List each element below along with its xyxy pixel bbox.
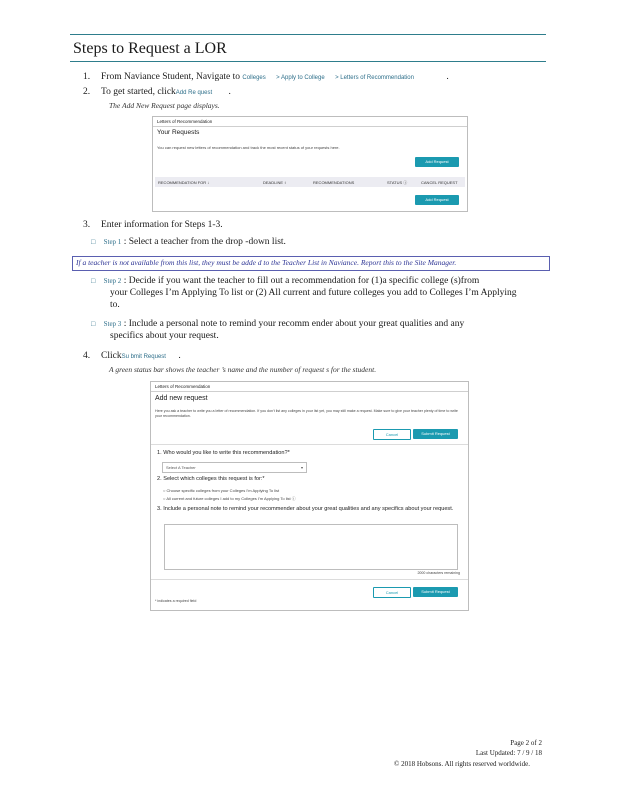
teacher-select-value: Select A Teacher	[166, 465, 196, 470]
step3-bullet1	[91, 236, 286, 248]
step1-end: .	[446, 72, 449, 82]
shot1-header: Letters of Recommendation	[153, 117, 467, 127]
step3-bullet3	[91, 318, 547, 342]
add-request-button[interactable]: Add Request	[415, 157, 459, 167]
option-specific-colleges-label: Choose specific colleges from your Colleges I'm Applying To list	[166, 488, 280, 493]
col-deadline[interactable]: DEADLINE ↕	[263, 180, 287, 185]
cancel-button-bottom[interactable]: Cancel	[373, 587, 411, 598]
your-requests-screenshot	[152, 116, 468, 212]
add-request-button-bottom[interactable]: Add Request	[415, 195, 459, 205]
col-status: STATUS ⓘ	[387, 180, 408, 185]
submit-request-button-bottom[interactable]: Submit Request	[413, 587, 458, 597]
page-number: Page 2 of 2	[510, 739, 542, 747]
bullet-square-icon: □	[91, 238, 96, 246]
step4-number: 4.	[83, 351, 91, 361]
step2-bullet-text-3: to.	[110, 300, 120, 310]
step2-number: 2.	[83, 87, 91, 97]
chars-remaining: 2000 characters remaining	[417, 571, 460, 575]
requests-table-header	[155, 177, 465, 187]
add-request-link[interactable]: Add Re quest	[175, 90, 213, 96]
cancel-button-top[interactable]: Cancel	[373, 429, 411, 440]
shot2-heading: Add new request	[155, 395, 208, 402]
step4-text	[101, 350, 181, 363]
step3-bullet-text-2: specifics about your request.	[110, 331, 219, 341]
step1-label: Step 1	[103, 238, 122, 246]
title-rule	[70, 61, 546, 62]
step2-caption: The Add New Request page displays.	[109, 101, 220, 110]
step3-number: 3.	[83, 220, 91, 230]
nav-colleges-link[interactable]: Colleges	[242, 75, 266, 81]
nav-letters-link[interactable]: > Letters of Recommendation	[335, 75, 414, 81]
teacher-availability-note	[72, 256, 550, 271]
step2-text	[101, 86, 231, 99]
question-3: 3. Include a personal note to remind your recommender about your great qualities and any specifics about your request.	[157, 506, 454, 512]
col-recommendation-for[interactable]: RECOMMENDATION FOR ↓	[158, 180, 210, 185]
step4-caption: A green status bar shows the teacher ’s name and the number of request s for the student.	[109, 365, 377, 374]
step2-bullet-text-2: your Colleges I’m Applying To list or (2) All current and future colleges you add to Colleges I’m Applying	[110, 288, 517, 298]
teacher-select[interactable]	[162, 462, 307, 473]
col-cancel-request: CANCEL REQUEST	[421, 180, 458, 185]
step4-text-body: Click	[101, 351, 122, 361]
shot2-description: Here you ask a teacher to write you a letter of recommendation. If you don't list any colleges in your list yet, you may still make a request. Make sure to give your teacher plenty of time to write your recommendation.	[155, 409, 458, 418]
step2-end: .	[228, 87, 231, 97]
step3-text: Enter information for Steps 1-3.	[101, 220, 223, 230]
chevron-down-icon: ▾	[300, 465, 303, 470]
last-updated: Last Updated: 7 / 9 / 18	[475, 749, 542, 757]
add-new-request-screenshot	[150, 381, 469, 611]
radio-icon[interactable]: ○	[163, 496, 166, 501]
step3-label: Step 3	[103, 320, 122, 328]
col-recommendations: RECOMMENDATIONS	[313, 180, 355, 185]
required-field-note: * indicates a required field	[155, 599, 197, 603]
radio-icon[interactable]: ○	[163, 488, 166, 493]
shot1-description: You can request new letters of recommendation and track the most recent status of your requests here.	[157, 145, 340, 150]
section-divider-bottom	[151, 579, 468, 580]
submit-request-button-top[interactable]: Submit Request	[413, 429, 458, 439]
step1-number: 1.	[83, 72, 91, 82]
top-rule	[70, 34, 546, 35]
step2-label: Step 2	[103, 277, 122, 285]
bullet-square-icon: □	[91, 320, 96, 328]
copyright: © 2018 Hobsons. All rights reserved worldwide.	[394, 760, 530, 768]
step1-text-body: From Naviance Student, Navigate to	[101, 72, 241, 82]
step1-bullet-text: : Select a teacher from the drop -down list.	[123, 237, 286, 247]
shot1-heading: Your Requests	[157, 129, 200, 136]
nav-apply-link[interactable]: > Apply to College	[276, 75, 325, 81]
option-all-colleges[interactable]	[163, 496, 296, 502]
note-text: If a teacher is not available from this list, they must be adde d to the Teacher List in Naviance. Report this to the Site Manager.	[76, 258, 457, 267]
option-all-colleges-label: All current and future colleges I add to my Colleges I'm Applying To list ⓘ	[166, 496, 296, 501]
question-1: 1. Who would you like to write this recommendation?*	[157, 450, 290, 456]
section-divider	[151, 444, 468, 445]
page-title: Steps to Request a LOR	[73, 40, 227, 57]
step2-bullet-text-1: : Decide if you want the teacher to fill out a recommendation for (1)a specific college (s)from	[123, 276, 480, 286]
question-2: 2. Select which colleges this request is for:*	[157, 476, 265, 482]
step1-text	[101, 71, 449, 84]
bullet-square-icon: □	[91, 277, 96, 285]
shot2-header: Letters of Recommendation	[151, 382, 468, 392]
submit-request-link[interactable]: Su bmit Request	[121, 354, 166, 360]
step2-text-body: To get started, click	[101, 87, 176, 97]
step3-bullet-text-1: : Include a personal note to remind your recomm ender about your great qualities and any	[123, 319, 465, 329]
step4-end: .	[178, 351, 181, 361]
personal-note-textarea[interactable]	[164, 524, 458, 570]
option-specific-colleges[interactable]	[163, 488, 279, 493]
step3-bullet2	[91, 275, 547, 311]
